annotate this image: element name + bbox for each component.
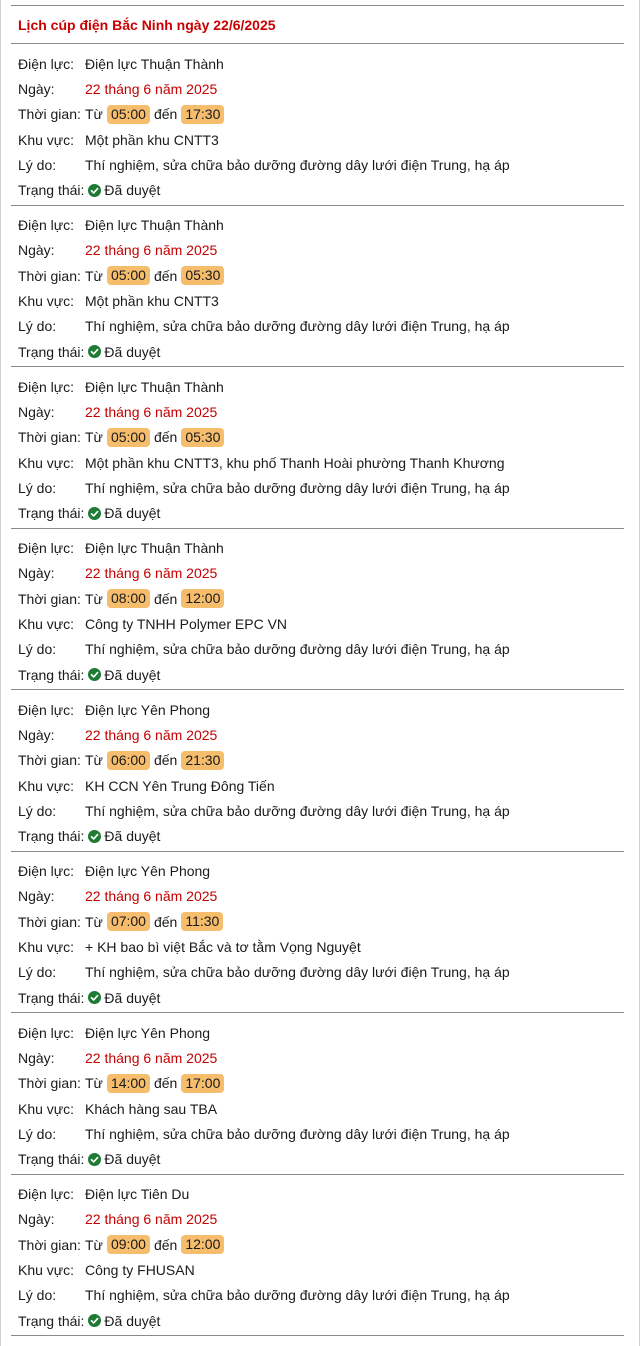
time-to-word: đến xyxy=(153,106,178,123)
status-value: Đã duyệt xyxy=(104,182,161,199)
date-row xyxy=(11,399,624,424)
reason-row xyxy=(11,637,624,662)
company-label: Điện lực: xyxy=(18,540,75,557)
reason-row xyxy=(11,1121,624,1146)
time-row xyxy=(11,263,624,288)
date-row xyxy=(11,238,624,263)
reason-label: Lý do: xyxy=(18,318,57,335)
date-label: Ngày: xyxy=(18,403,55,420)
time-from-word: Từ xyxy=(85,590,103,607)
company-label: Điện lực: xyxy=(18,1186,75,1203)
company-value: Điện lực Yên Phong xyxy=(85,863,211,880)
date-row xyxy=(11,76,624,101)
status-row xyxy=(11,500,624,525)
start-time-badge: 05:00 xyxy=(107,266,150,285)
date-label: Ngày: xyxy=(18,1211,55,1228)
outage-entry xyxy=(11,1013,624,1175)
check-circle-icon xyxy=(88,507,101,520)
status-row xyxy=(11,339,624,364)
time-to-word: đến xyxy=(153,752,178,769)
reason-label: Lý do: xyxy=(18,479,57,496)
company-row xyxy=(11,697,624,722)
date-row xyxy=(11,1045,624,1070)
end-time-badge: 17:30 xyxy=(181,105,224,124)
time-row xyxy=(11,1232,624,1257)
company-row xyxy=(11,374,624,399)
company-row xyxy=(11,51,624,76)
date-value: 22 tháng 6 năm 2025 xyxy=(85,80,218,97)
start-time-badge: 08:00 xyxy=(107,589,150,608)
reason-label: Lý do: xyxy=(18,1125,57,1142)
company-label: Điện lực: xyxy=(18,217,75,234)
area-label: Khu vực: xyxy=(18,777,75,794)
status-label: Trạng thái: xyxy=(18,666,85,683)
company-row xyxy=(11,859,624,884)
date-row xyxy=(11,722,624,747)
status-label: Trạng thái: xyxy=(18,828,85,845)
reason-label: Lý do: xyxy=(18,802,57,819)
date-value: 22 tháng 6 năm 2025 xyxy=(85,1211,218,1228)
date-value: 22 tháng 6 năm 2025 xyxy=(85,242,218,259)
reason-label: Lý do: xyxy=(18,1287,57,1304)
company-value: Điện lực Yên Phong xyxy=(85,1024,211,1041)
reason-value: Thí nghiệm, sửa chữa bảo dưỡng đường dây lưới điện Trung, hạ áp xyxy=(85,156,510,173)
date-label: Ngày: xyxy=(18,726,55,743)
reason-row xyxy=(11,1283,624,1308)
status-value: Đã duyệt xyxy=(104,1312,161,1329)
start-time-badge: 05:00 xyxy=(107,428,150,447)
outage-entry xyxy=(11,1175,624,1337)
area-value: Một phần khu CNTT3 xyxy=(85,293,219,310)
start-time-badge: 09:00 xyxy=(107,1235,150,1254)
date-label: Ngày: xyxy=(18,80,55,97)
status-row xyxy=(11,1308,624,1333)
status-value: Đã duyệt xyxy=(104,1151,161,1168)
end-time-badge: 12:00 xyxy=(181,589,224,608)
date-value: 22 tháng 6 năm 2025 xyxy=(85,403,218,420)
outage-entry xyxy=(11,44,624,206)
time-label: Thời gian: xyxy=(18,1236,81,1253)
check-circle-icon xyxy=(88,991,101,1004)
time-to-word: đến xyxy=(153,267,178,284)
time-row xyxy=(11,748,624,773)
area-row xyxy=(11,934,624,959)
company-row xyxy=(11,213,624,238)
reason-row xyxy=(11,152,624,177)
time-label: Thời gian: xyxy=(18,106,81,123)
company-row xyxy=(11,536,624,561)
reason-row xyxy=(11,960,624,985)
area-label: Khu vực: xyxy=(18,1100,75,1117)
company-row xyxy=(11,1020,624,1045)
status-label: Trạng thái: xyxy=(18,989,85,1006)
outage-list xyxy=(11,44,624,1336)
time-to-word: đến xyxy=(153,590,178,607)
end-time-badge: 05:30 xyxy=(181,266,224,285)
time-from-word: Từ xyxy=(85,429,103,446)
date-value: 22 tháng 6 năm 2025 xyxy=(85,888,218,905)
area-label: Khu vực: xyxy=(18,131,75,148)
status-label: Trạng thái: xyxy=(18,182,85,199)
reason-value: Thí nghiệm, sửa chữa bảo dưỡng đường dây lưới điện Trung, hạ áp xyxy=(85,964,510,981)
date-value: 22 tháng 6 năm 2025 xyxy=(85,565,218,582)
time-from-word: Từ xyxy=(85,106,103,123)
time-to-word: đến xyxy=(153,913,178,930)
time-row xyxy=(11,1071,624,1096)
end-time-badge: 05:30 xyxy=(181,428,224,447)
outage-entry xyxy=(11,852,624,1014)
reason-label: Lý do: xyxy=(18,641,57,658)
time-from-word: Từ xyxy=(85,913,103,930)
status-value: Đã duyệt xyxy=(104,989,161,1006)
area-label: Khu vực: xyxy=(18,616,75,633)
reason-value: Thí nghiệm, sửa chữa bảo dưỡng đường dây lưới điện Trung, hạ áp xyxy=(85,802,510,819)
company-label: Điện lực: xyxy=(18,378,75,395)
area-label: Khu vực: xyxy=(18,454,75,471)
date-value: 22 tháng 6 năm 2025 xyxy=(85,726,218,743)
company-label: Điện lực: xyxy=(18,55,75,72)
area-row xyxy=(11,1096,624,1121)
area-row xyxy=(11,450,624,475)
status-row xyxy=(11,985,624,1010)
time-from-word: Từ xyxy=(85,1075,103,1092)
date-row xyxy=(11,1207,624,1232)
company-value: Điện lực Thuận Thành xyxy=(85,55,224,72)
company-row xyxy=(11,1182,624,1207)
area-label: Khu vực: xyxy=(18,293,75,310)
page-title: Lịch cúp điện Bắc Ninh ngày 22/6/2025 xyxy=(18,16,276,33)
time-label: Thời gian: xyxy=(18,429,81,446)
end-time-badge: 21:30 xyxy=(181,751,224,770)
area-value: Công ty FHUSAN xyxy=(85,1262,195,1279)
status-value: Đã duyệt xyxy=(104,828,161,845)
time-to-word: đến xyxy=(153,1236,178,1253)
status-row xyxy=(11,662,624,687)
time-label: Thời gian: xyxy=(18,1075,81,1092)
company-value: Điện lực Thuận Thành xyxy=(85,217,224,234)
time-label: Thời gian: xyxy=(18,267,81,284)
outage-schedule xyxy=(11,5,624,1336)
status-label: Trạng thái: xyxy=(18,1151,85,1168)
status-row xyxy=(11,1146,624,1171)
reason-label: Lý do: xyxy=(18,964,57,981)
company-value: Điện lực Tiên Du xyxy=(85,1186,190,1203)
area-label: Khu vực: xyxy=(18,939,75,956)
status-row xyxy=(11,177,624,202)
reason-label: Lý do: xyxy=(18,156,57,173)
time-row xyxy=(11,102,624,127)
end-time-badge: 11:30 xyxy=(181,912,223,931)
area-value: + KH bao bì việt Bắc và tơ tằm Vọng Nguyệt xyxy=(85,939,361,956)
reason-row xyxy=(11,475,624,500)
reason-value: Thí nghiệm, sửa chữa bảo dưỡng đường dây lưới điện Trung, hạ áp xyxy=(85,1125,510,1142)
reason-row xyxy=(11,798,624,823)
date-label: Ngày: xyxy=(18,242,55,259)
time-from-word: Từ xyxy=(85,1236,103,1253)
status-value: Đã duyệt xyxy=(104,343,161,360)
area-value: Công ty TNHH Polymer EPC VN xyxy=(85,616,288,633)
area-row xyxy=(11,611,624,636)
date-row xyxy=(11,884,624,909)
time-from-word: Từ xyxy=(85,752,103,769)
date-row xyxy=(11,561,624,586)
area-row xyxy=(11,288,624,313)
check-circle-icon xyxy=(88,668,101,681)
check-circle-icon xyxy=(88,345,101,358)
time-label: Thời gian: xyxy=(18,752,81,769)
outage-entry xyxy=(11,529,624,691)
status-label: Trạng thái: xyxy=(18,343,85,360)
start-time-badge: 07:00 xyxy=(107,912,150,931)
company-value: Điện lực Yên Phong xyxy=(85,701,211,718)
end-time-badge: 12:00 xyxy=(181,1235,224,1254)
start-time-badge: 06:00 xyxy=(107,751,150,770)
start-time-badge: 05:00 xyxy=(107,105,150,124)
reason-value: Thí nghiệm, sửa chữa bảo dưỡng đường dây lưới điện Trung, hạ áp xyxy=(85,1287,510,1304)
company-value: Điện lực Thuận Thành xyxy=(85,540,224,557)
time-row xyxy=(11,909,624,934)
title-row xyxy=(11,5,624,44)
area-label: Khu vực: xyxy=(18,1262,75,1279)
company-label: Điện lực: xyxy=(18,1024,75,1041)
area-row xyxy=(11,1257,624,1282)
check-circle-icon xyxy=(88,184,101,197)
end-time-badge: 17:00 xyxy=(181,1074,224,1093)
time-to-word: đến xyxy=(153,1075,178,1092)
date-label: Ngày: xyxy=(18,1049,55,1066)
area-row xyxy=(11,127,624,152)
outage-entry xyxy=(11,367,624,529)
time-label: Thời gian: xyxy=(18,913,81,930)
date-label: Ngày: xyxy=(18,565,55,582)
reason-value: Thí nghiệm, sửa chữa bảo dưỡng đường dây lưới điện Trung, hạ áp xyxy=(85,641,510,658)
area-value: Một phần khu CNTT3, khu phố Thanh Hoài phường Thanh Khương xyxy=(85,454,505,471)
time-from-word: Từ xyxy=(85,267,103,284)
area-row xyxy=(11,773,624,798)
status-label: Trạng thái: xyxy=(18,505,85,522)
time-row xyxy=(11,586,624,611)
status-label: Trạng thái: xyxy=(18,1312,85,1329)
area-value: KH CCN Yên Trung Đông Tiến xyxy=(85,777,275,794)
company-label: Điện lực: xyxy=(18,863,75,880)
outage-entry xyxy=(11,206,624,368)
reason-row xyxy=(11,314,624,339)
time-label: Thời gian: xyxy=(18,590,81,607)
check-circle-icon xyxy=(88,830,101,843)
reason-value: Thí nghiệm, sửa chữa bảo dưỡng đường dây lưới điện Trung, hạ áp xyxy=(85,479,510,496)
reason-value: Thí nghiệm, sửa chữa bảo dưỡng đường dây lưới điện Trung, hạ áp xyxy=(85,318,510,335)
company-label: Điện lực: xyxy=(18,701,75,718)
time-row xyxy=(11,425,624,450)
area-value: Khách hàng sau TBA xyxy=(85,1100,218,1117)
status-value: Đã duyệt xyxy=(104,505,161,522)
status-value: Đã duyệt xyxy=(104,666,161,683)
status-row xyxy=(11,823,624,848)
time-to-word: đến xyxy=(153,429,178,446)
company-value: Điện lực Thuận Thành xyxy=(85,378,224,395)
date-label: Ngày: xyxy=(18,888,55,905)
outage-entry xyxy=(11,690,624,852)
start-time-badge: 14:00 xyxy=(107,1074,150,1093)
check-circle-icon xyxy=(88,1314,101,1327)
date-value: 22 tháng 6 năm 2025 xyxy=(85,1049,218,1066)
area-value: Một phần khu CNTT3 xyxy=(85,131,219,148)
check-circle-icon xyxy=(88,1153,101,1166)
